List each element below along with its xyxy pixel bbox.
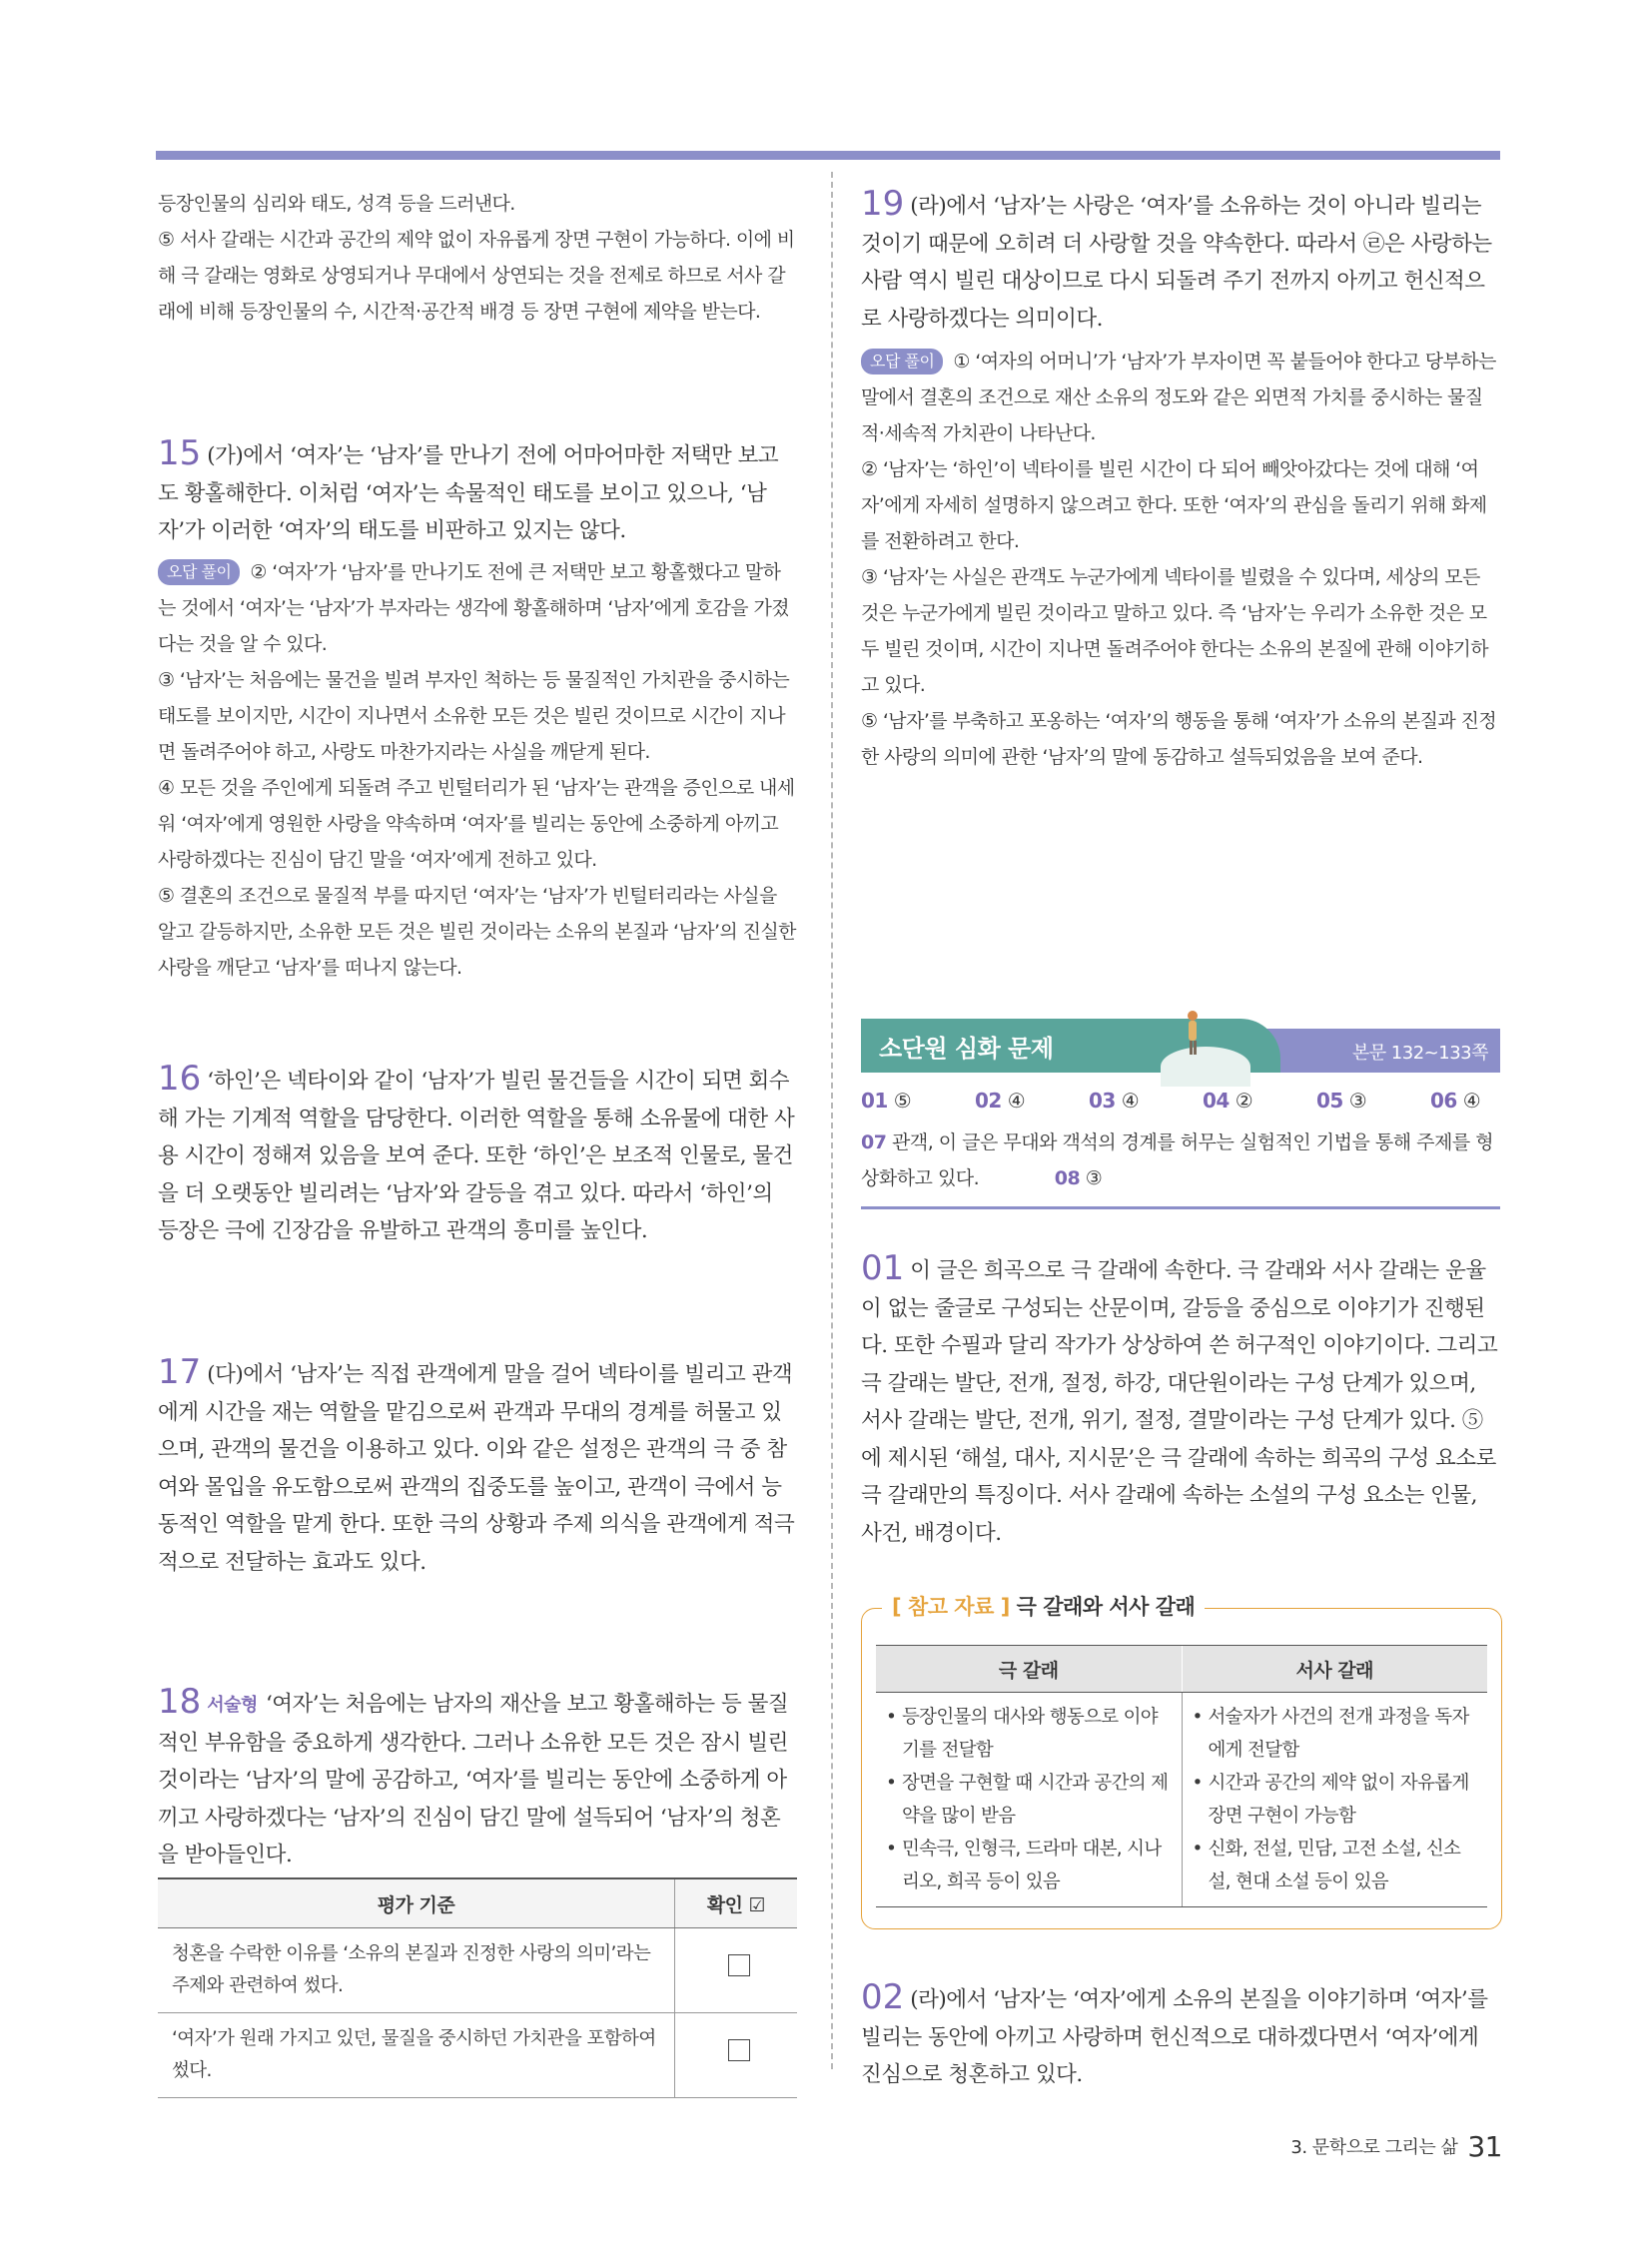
answer-num: 04 (1203, 1089, 1230, 1113)
ref-narrative-cell (1182, 1693, 1487, 1907)
ref-header-narrative: 서사 갈래 (1182, 1646, 1487, 1693)
q15-answer (158, 435, 797, 550)
q17-text: (다)에서 ‘남자’는 직접 관객에게 말을 걸어 넥타이를 빌리고 관객에게 시간을 재는 역할을 맡김으로써 관객과 무대의 경계를 허물고 있으며, 관객의 물건을 이용하고 있다. 이와 같은 설정은 관객의 극 중 참여와 몰입을 유도함으로써 관객의 집중도를 높이고, 관객이 극에서 능동적인 역할을 맡게 한다. 또한 극의 상황과 주제 의식을 관객에게 적극적으로 전달하는 효과도 있다. (158, 1362, 795, 1575)
q15-text: (가)에서 ‘여자’는 ‘남자’를 만나기 전에 어마어마한 저택만 보고도 황홀해한다. 이처럼 ‘여자’는 속물적인 태도를 보이고 있으나, ‘남자’가 이러한 ‘여자’의 태도를 비판하고 있지는 않다. (158, 443, 779, 543)
intro-text (158, 186, 797, 330)
q18-tag: 서술형 (207, 1695, 258, 1716)
ref-header-drama: 극 갈래 (876, 1646, 1182, 1693)
q15-note-2: ② ‘여자’가 ‘남자’를 만나기도 전에 큰 저택만 보고 황홀했다고 말하는 것에서 ‘여자’는 ‘남자’가 부자라는 생각에 황홀해하며 ‘남자’에게 호감을 가졌다는 것을 알 수 있다. (158, 560, 789, 655)
list-item: • 서술자가 사건의 전개 과정을 독자에게 전달함 (1193, 1701, 1480, 1767)
q02-number: 02 (861, 1977, 905, 2017)
column-divider (831, 172, 833, 2069)
checkbox[interactable] (728, 2039, 750, 2061)
q15-note-5: ⑤ 결혼의 조건으로 물질적 부를 따지던 ‘여자’는 ‘남자’가 빈털터리라는 사실을 알고 갈등하지만, 소유한 모든 것은 빌린 것이라는 소유의 본질과 ‘남자’의 진실한 사랑을 깨닫고 ‘남자’를 떠나지 않는다. (158, 884, 796, 979)
section-header (861, 1019, 1500, 1073)
list-item: • 민속극, 인형극, 드라마 대본, 시나리오, 희곡 등이 있음 (886, 1833, 1174, 1898)
ref-narrative-item-1: 서술자가 사건의 전개 과정을 독자에게 전달함 (1208, 1707, 1469, 1761)
chapter-title: 3. 문학으로 그리는 삶 (1290, 2137, 1458, 2158)
answer-07-08 (861, 1124, 1500, 1196)
eval-criteria-1: 청혼을 수락한 이유를 ‘소유의 본질과 진정한 사랑의 의미’라는 주제와 관련하여 썼다. (158, 1928, 675, 2013)
list-item: • 시간과 공간의 제약 없이 자유롭게 장면 구현이 가능함 (1193, 1767, 1480, 1833)
question-16 (158, 1061, 797, 1250)
question-19 (861, 186, 1500, 775)
eval-check-cell-1 (675, 1928, 798, 2013)
answer-val: ⑤ (893, 1089, 912, 1113)
q18-text: ‘여자’는 처음에는 남자의 재산을 보고 황홀해하는 등 물질적인 부유함을 중요하게 생각한다. 그러나 소유한 모든 것은 잠시 빌린 것이라는 ‘남자’의 말에 공감하고, ‘여자’를 빌리는 동안에 소중하게 아끼고 사랑하겠다는 ‘남자’의 진심이 담긴 말에 설득되어 ‘남자’의 청혼을 받아들인다. (158, 1692, 789, 1868)
evaluation-table (158, 1877, 797, 2098)
page-footer (1290, 2130, 1502, 2163)
top-rule (156, 151, 1500, 160)
list-item: • 장면을 구현할 때 시간과 공간의 제약을 많이 받음 (886, 1767, 1174, 1833)
question-01 (861, 1250, 1500, 1552)
q01-answer (861, 1250, 1500, 1552)
q18-number: 18 (158, 1682, 202, 1722)
answer-num: 02 (975, 1089, 1002, 1113)
section-title: 소단원 심화 문제 (879, 1035, 1054, 1063)
q19-note-5: ⑤ ‘남자’를 부축하고 포옹하는 ‘여자’의 행동을 통해 ‘여자’가 소유의 본질과 진정한 사랑의 의미에 관한 ‘남자’의 말에 동감하고 설득되었음을 보여 준다. (861, 710, 1497, 768)
answer-08-num: 08 (1054, 1167, 1081, 1189)
question-17 (158, 1354, 797, 1581)
q19-notes (861, 344, 1500, 775)
eval-header-check: 확인 ☑ (675, 1878, 798, 1928)
eval-criteria-2: ‘여자’가 원래 가지고 있던, 물질을 중시하던 가치관을 포함하여 썼다. (158, 2013, 675, 2098)
answer-item-08 (1055, 1167, 1103, 1189)
reference-table (876, 1645, 1487, 1907)
q01-text: 이 글은 희곡으로 극 갈래에 속한다. 극 갈래와 서사 갈래는 운율이 없는 줄글로 구성되는 산문이며, 갈등을 중심으로 이야기가 진행된다. 또한 수필과 달리 작가가 상상하여 쓴 허구적인 이야기이다. 그리고 극 갈래는 발단, 전개, 절정, 하강, 대단원이라는 구성 단계가 있으며, 서사 갈래는 발단, 전개, 위기, 절정, 결말이라는 구성 단계가 있다. ⑤에 제시된 ‘해설, 대사, 지시문’은 극 갈래에 속하는 희곡의 구성 요소로 극 갈래만의 특징이다. 서사 갈래에 속하는 소설의 구성 요소는 인물, 사건, 배경이다. (861, 1258, 1498, 1546)
q15-note-3: ③ ‘남자’는 처음에는 물건을 빌려 부자인 척하는 등 물질적인 가치관을 중시하는 태도를 보이지만, 시간이 지나면서 소유한 모든 것은 빌린 것이므로 시간이 지나면 돌려주어야 하고, 사랑도 마찬가지라는 사실을 깨닫게 된다. (158, 668, 790, 763)
answer-num: 06 (1430, 1089, 1457, 1113)
answer-item-04 (1203, 1089, 1252, 1113)
answer-num: 05 (1316, 1089, 1343, 1113)
q01-number: 01 (861, 1248, 905, 1288)
ref-drama-item-3: 민속극, 인형극, 드라마 대본, 시나리오, 희곡 등이 있음 (902, 1839, 1162, 1892)
question-15 (158, 435, 797, 986)
wrong-answer-badge: 오답 풀이 (861, 349, 943, 374)
q18-answer (158, 1684, 797, 1874)
answer-val: ④ (1462, 1089, 1481, 1113)
table-row (876, 1693, 1487, 1907)
q17-number: 17 (158, 1352, 202, 1392)
answer-08-val: ③ (1085, 1167, 1103, 1189)
q19-note-2: ② ‘남자’는 ‘하인’이 넥타이를 빌린 시간이 다 되어 빼앗아갔다는 것에 대해 ‘여자’에게 자세히 설명하지 않으려고 한다. 또한 ‘여자’의 관심을 돌리기 위해 화제를 전환하려고 한다. (861, 458, 1487, 552)
answer-key (861, 1089, 1500, 1209)
intro-line-2: ⑤ 서사 갈래는 시간과 공간의 제약 없이 자유롭게 장면 구현이 가능하다. 이에 비해 극 갈래는 영화로 상영되거나 무대에서 상연되는 것을 전제로 하므로 서사 갈래에 비해 등장인물의 수, 시간적·공간적 배경 등 장면 구현에 제약을 받는다. (158, 229, 795, 323)
reference-box (861, 1595, 1502, 1929)
section-pages: 본문 132~133쪽 (1351, 1043, 1488, 1064)
answer-num: 01 (861, 1089, 888, 1113)
answer-val: ④ (1007, 1089, 1026, 1113)
q19-note-1: ① ‘여자의 어머니’가 ‘남자’가 부자이면 꼭 붙들어야 한다고 당부하는 말에서 결혼의 조건으로 재산 소유의 정도와 같은 외면적 가치를 중시하는 물질적·세속적 가치관이 나타난다. (861, 351, 1496, 444)
reference-label: 참고 자료 (907, 1595, 994, 1619)
answer-key-rule (861, 1206, 1500, 1209)
eval-header-criteria: 평가 기준 (158, 1878, 675, 1928)
list-item: • 등장인물의 대사와 행동으로 이야기를 전달함 (886, 1701, 1174, 1767)
q16-text: ‘하인’은 넥타이와 같이 ‘남자’가 빌린 물건들을 시간이 되면 회수해 가는 기계적 역할을 담당한다. 이러한 역할을 통해 소유물에 대한 사용 시간이 정해져 있음을 보여 준다. 또한 ‘하인’은 보조적 인물로, 물건을 더 오랫동안 빌리려는 ‘남자’와 갈등을 겪고 있다. 따라서 ‘하인’의 등장은 극에 긴장감을 유발하고 관객의 흥미를 높인다. (158, 1069, 795, 1243)
table-row (158, 1928, 797, 2013)
ref-drama-item-2: 장면을 구현할 때 시간과 공간의 제약을 많이 받음 (902, 1773, 1169, 1827)
q19-number: 19 (861, 184, 905, 224)
q19-answer (861, 186, 1500, 338)
reference-heading: 극 갈래와 서사 갈래 (1016, 1595, 1196, 1619)
list-item: • 신화, 전설, 민담, 고전 소설, 신소설, 현대 소설 등이 있음 (1193, 1833, 1480, 1898)
person-illustration-icon (1181, 1009, 1205, 1059)
intro-line-1: 등장인물의 심리와 태도, 성격 등을 드러낸다. (158, 193, 515, 215)
question-18 (158, 1684, 797, 1874)
answer-item-01 (861, 1089, 911, 1113)
answer-item-06 (1430, 1089, 1480, 1113)
answer-07-text: 관객, 이 글은 무대와 객석의 경계를 허무는 실험적인 기법을 통해 주제를 형상화하고 있다. (861, 1131, 1494, 1189)
q19-text: (라)에서 ‘남자’는 사랑은 ‘여자’를 소유하는 것이 아니라 빌리는 것이기 때문에 오히려 더 사랑할 것을 약속한다. 따라서 ㉣은 사랑하는 사람 역시 빌린 대상이므로 다시 되돌려 주기 전까지 아끼고 헌신적으로 사랑하겠다는 의미이다. (861, 194, 1492, 332)
wrong-answer-badge: 오답 풀이 (158, 559, 240, 585)
reference-header-row (876, 1646, 1487, 1693)
ref-drama-item-1: 등장인물의 대사와 행동으로 이야기를 전달함 (902, 1707, 1158, 1761)
q17-answer (158, 1354, 797, 1581)
question-02 (861, 1979, 1500, 2094)
bracket-close: ] (993, 1595, 1010, 1619)
table-row (158, 2013, 797, 2098)
bracket-open: [ (892, 1595, 908, 1619)
answer-item-02 (975, 1089, 1025, 1113)
answer-item-05 (1316, 1089, 1366, 1113)
q15-notes (158, 554, 797, 986)
q15-note-4: ④ 모든 것을 주인에게 되돌려 주고 빈털터리가 된 ‘남자’는 관객을 증인으로 내세워 ‘여자’에게 영원한 사랑을 약속하며 ‘여자’를 빌리는 동안에 소중하게 아끼고 사랑하겠다는 진심이 담긴 말을 ‘여자’에게 전하고 있다. (158, 776, 795, 871)
ref-drama-cell (876, 1693, 1182, 1907)
ref-narrative-item-2: 시간과 공간의 제약 없이 자유롭게 장면 구현이 가능함 (1208, 1773, 1469, 1827)
answer-07-num: 07 (861, 1131, 887, 1153)
eval-header-row (158, 1878, 797, 1928)
answer-val: ④ (1121, 1089, 1140, 1113)
ref-narrative-item-3: 신화, 전설, 민담, 고전 소설, 신소설, 현대 소설 등이 있음 (1208, 1839, 1461, 1892)
q15-note (158, 554, 797, 662)
q19-note (861, 344, 1500, 451)
answer-val: ③ (1348, 1089, 1367, 1113)
q16-answer (158, 1061, 797, 1250)
eval-check-cell-2 (675, 2013, 798, 2098)
q16-number: 16 (158, 1059, 202, 1099)
hill-decoration (1161, 1047, 1250, 1087)
answer-key-row (861, 1089, 1500, 1124)
answer-val: ② (1235, 1089, 1253, 1113)
q02-text: (라)에서 ‘남자’는 ‘여자’에게 소유의 본질을 이야기하며 ‘여자’를 빌리는 동안에 아끼고 사랑하며 헌신적으로 대하겠다면서 ‘여자’에게 진심으로 청혼하고 있다. (861, 1987, 1488, 2087)
answer-item-03 (1089, 1089, 1139, 1113)
reference-title (882, 1591, 1205, 1621)
q15-number: 15 (158, 433, 202, 473)
answer-num: 03 (1089, 1089, 1116, 1113)
checkbox[interactable] (728, 1954, 750, 1976)
q02-answer (861, 1979, 1500, 2094)
q19-note-3: ③ ‘남자’는 사실은 관객도 누군가에게 넥타이를 빌렸을 수 있다며, 세상의 모든 것은 누군가에게 빌린 것이라고 말하고 있다. 즉 ‘남자’는 우리가 소유한 것은 모두 빌린 것이며, 시간이 지나면 돌려주어야 한다는 소유의 본질에 관해 이야기하고 있다. (861, 566, 1488, 696)
page-number: 31 (1467, 2130, 1502, 2163)
